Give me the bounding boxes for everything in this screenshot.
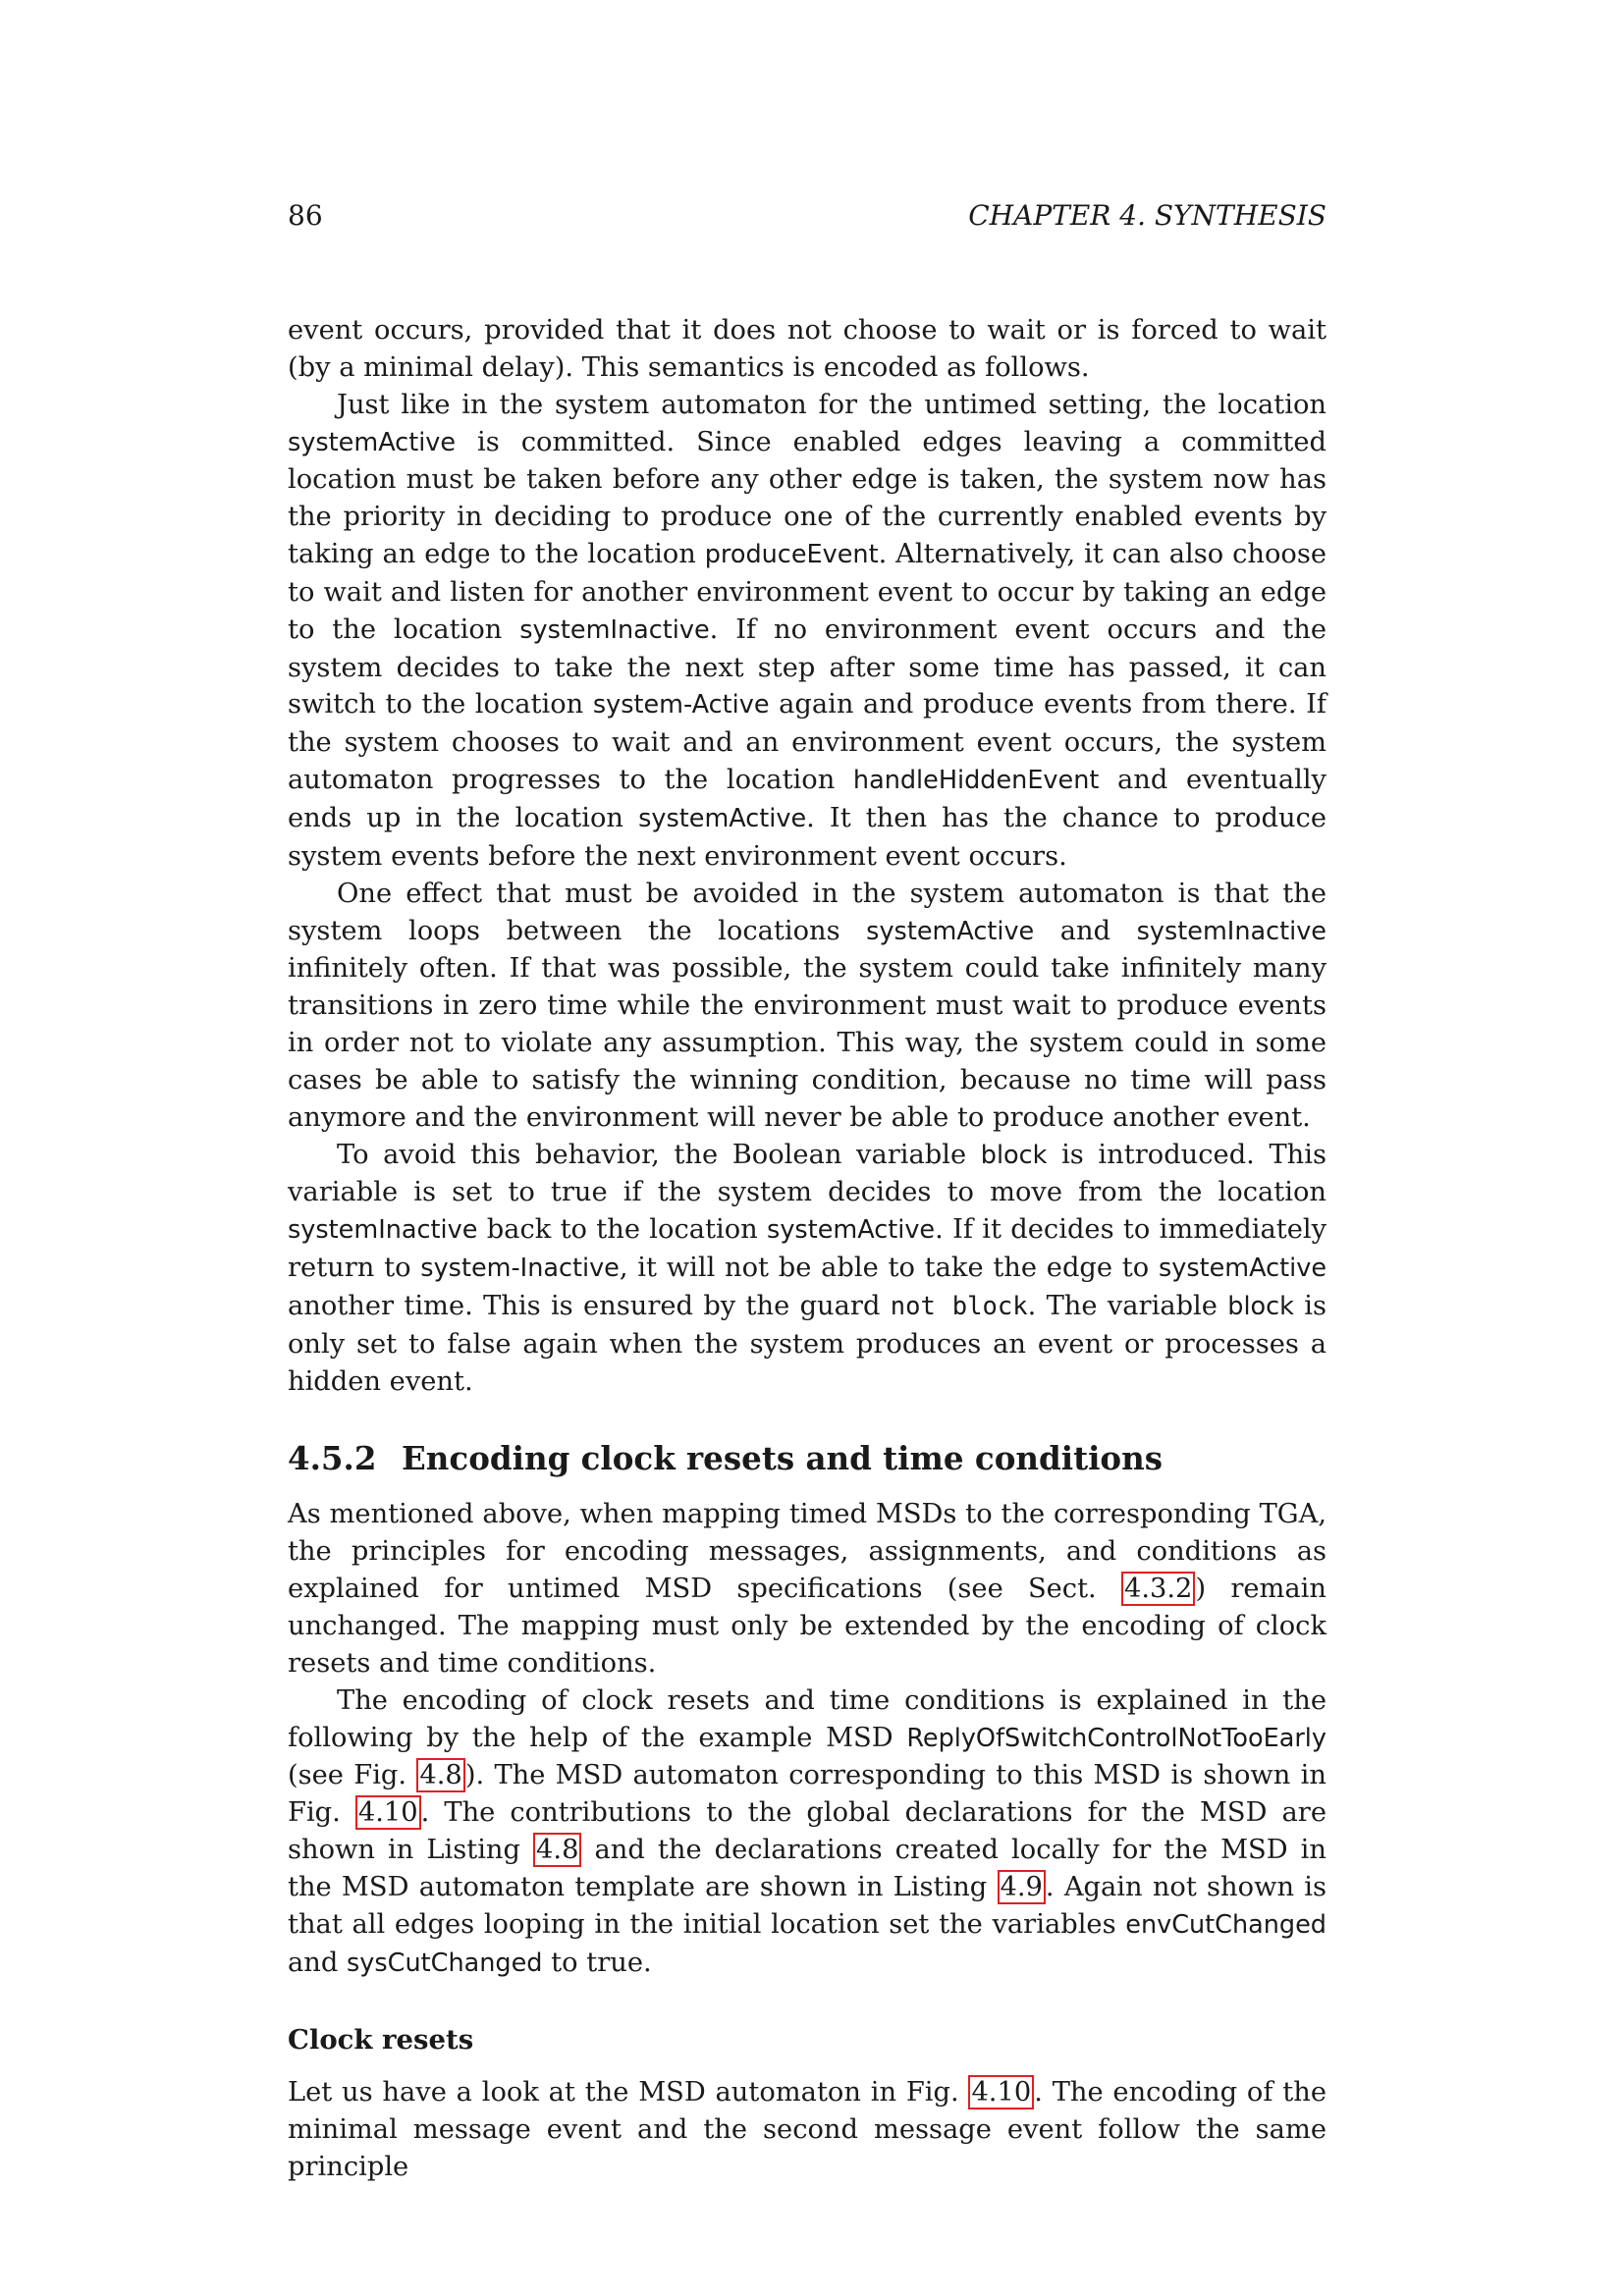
- text-run: and: [1034, 915, 1137, 946]
- paragraph-7: [288, 2074, 1326, 2186]
- text-run: is committed. Since enabled edges leaving a committed location must be taken before any other edge is taken, the system now has the priority in deciding to produce one of the currently enabled events by taking an edge to the location: [288, 426, 1326, 570]
- text-run: The encoding of clock resets and time conditions is explained in the following by the help of the example MSD: [288, 1684, 1326, 1753]
- identifier: systemInactive: [1136, 916, 1326, 946]
- text-run: As mentioned above, when mapping timed MSDs to the corresponding TGA, the principles for encoding messages, assignments, and conditions as explained for untimed MSD specifications (see Sect.: [288, 1499, 1326, 1605]
- paragraph-2: [288, 387, 1326, 876]
- listing-reference-link[interactable]: 4.8: [533, 1833, 581, 1867]
- text-run: . The encoding of the minimal message event and the second message event follow the same principle: [288, 2077, 1326, 2183]
- paragraph-heading: Clock resets: [288, 2024, 474, 2056]
- text-run: ). The MSD automaton corresponding to this MSD is shown in Fig.: [288, 1760, 1326, 1829]
- text-run: and eventually ends up in the location: [288, 765, 1326, 833]
- text-run: (see Fig.: [288, 1760, 417, 1791]
- figure-reference-link[interactable]: 4.10: [355, 1795, 421, 1830]
- text-run: Let us have a look at the MSD automaton in Fig.: [288, 2077, 969, 2109]
- text-run: . If no environment event occurs and the system decides to take the next step after some time has passed, it can switch to the location: [288, 614, 1326, 721]
- identifier: block: [980, 1140, 1048, 1170]
- text-run: . The contributions to the global declarations for the MSD are shown in Listing: [288, 1797, 1326, 1866]
- identifier: systemInactive: [519, 614, 710, 645]
- text-run: ) remain unchanged. The mapping must only be extended by the encoding of clock resets and time conditions.: [288, 1574, 1326, 1679]
- paragraph-5: [288, 1496, 1326, 1682]
- identifier: envCutChanged: [1125, 1909, 1326, 1940]
- identifier: systemActive: [638, 803, 807, 833]
- chapter-title: CHAPTER 4. SYNTHESIS: [968, 199, 1326, 232]
- paragraph-4: [288, 1137, 1326, 1401]
- paragraph-1: [288, 312, 1326, 387]
- text-run: . Again not shown is that all edges looping in the initial location set the variables: [288, 1871, 1326, 1940]
- identifier: block: [1227, 1291, 1294, 1321]
- text-run: infinitely often. If that was possible, the system could take infinitely many transitions in zero time while the environment must wait to produce events in order not to violate any assumption. This way, the system could in some cases be able to satisfy the winning condition, because no time will pass anymore and the environment will never be able to produce another event.: [288, 953, 1326, 1133]
- identifier: systemActive: [767, 1215, 936, 1246]
- identifier: ReplyOfSwitchControlNotTooEarly: [906, 1723, 1326, 1753]
- text-run: To avoid this behavior, the Boolean variable: [337, 1139, 981, 1170]
- text-run: One effect that must be avoided in the system automaton is that the system loops between the locations: [288, 878, 1326, 946]
- figure-reference-link[interactable]: 4.10: [968, 2075, 1034, 2109]
- text-run: and: [288, 1947, 348, 1978]
- text-run: to true.: [542, 1947, 652, 1978]
- body-text: [288, 312, 1326, 2186]
- text-run: again and produce events from there. If the system chooses to wait and an environment event occurs, the system automaton progresses to the location: [288, 689, 1326, 796]
- running-head: [288, 196, 1326, 236]
- figure-reference-link[interactable]: 4.8: [416, 1758, 464, 1792]
- text-run: is only set to false again when the system produces an event or processes a hidden event.: [288, 1290, 1327, 1397]
- text-run: Just like in the system automaton for the untimed setting, the location: [337, 389, 1326, 420]
- text-run: . It then has the chance to produce system events before the next environment event occurs.: [288, 802, 1326, 872]
- paragraph-6: [288, 1682, 1326, 1983]
- text-run: is introduced. This variable is set to true if the system decides to move from the location: [288, 1139, 1326, 1208]
- identifier: systemActive: [288, 427, 457, 457]
- text-run: . Alternatively, it can also choose to wait and listen for another environment event to occur by taking an edge to the location: [288, 539, 1326, 645]
- listing-reference-link[interactable]: 4.9: [998, 1870, 1046, 1904]
- text-run: another time. This is ensured by the guard: [288, 1290, 891, 1321]
- section-heading: [288, 1437, 1326, 1480]
- section-number: 4.5.2: [288, 1439, 377, 1478]
- identifier: system-Inactive: [420, 1254, 620, 1284]
- section-reference-link[interactable]: 4.3.2: [1121, 1572, 1195, 1606]
- text-run: and the declarations created locally for the MSD in the MSD automaton template are shown in Listing: [288, 1835, 1326, 1902]
- identifier: system-Active: [592, 690, 770, 721]
- identifier: produceEvent: [704, 540, 879, 570]
- section-title: Encoding clock resets and time conditions: [402, 1439, 1164, 1478]
- text-run: . The variable: [1027, 1290, 1228, 1321]
- text-run: , it will not be able to take the edge to: [619, 1253, 1159, 1284]
- code-guard: not block: [890, 1291, 1028, 1321]
- text-run: back to the location: [477, 1214, 768, 1246]
- identifier: systemInactive: [288, 1215, 478, 1246]
- identifier: systemActive: [866, 916, 1035, 946]
- paragraph-3: [288, 876, 1326, 1137]
- identifier: handleHiddenEvent: [852, 766, 1100, 796]
- identifier: systemActive: [1158, 1254, 1327, 1284]
- text-run: event occurs, provided that it does not choose to wait or is forced to wait (by a minimal delay). This semantics is encoded as follows.: [288, 315, 1326, 383]
- text-run: . If it decides to immediately return to: [288, 1214, 1326, 1284]
- page-number: 86: [288, 199, 323, 232]
- identifier: sysCutChanged: [347, 1948, 543, 1978]
